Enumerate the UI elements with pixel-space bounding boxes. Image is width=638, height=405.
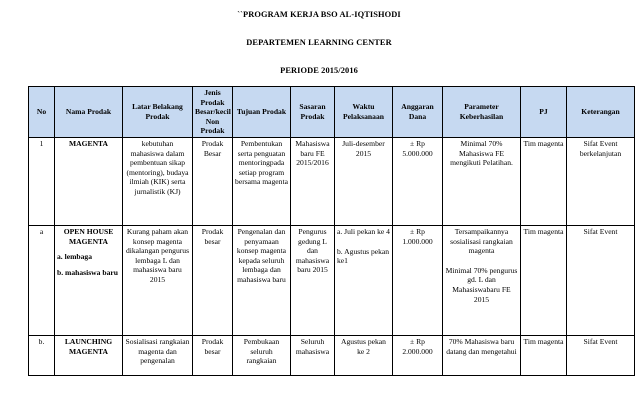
cell-anggaran: ± Rp 5.000.000 <box>393 137 443 225</box>
header-anggaran: Anggaran Dana <box>393 87 443 138</box>
cell-latar: Sosialisasi rangkaian magenta dan pengenalan <box>123 335 193 375</box>
cell-parameter: 70% Mahasiswa baru datang dan mengetahui <box>443 335 521 375</box>
document-title: ``PROGRAM KERJA BSO AL-IQTISHODI <box>237 10 401 19</box>
cell-jenis: Prodak besar <box>193 225 233 335</box>
cell-no: b. <box>29 335 55 375</box>
document-subtitle: DEPARTEMEN LEARNING CENTER <box>246 38 392 47</box>
cell-waktu: Agustus pekan ke 2 <box>335 335 393 375</box>
cell-nama-sub-lembaga: a. lembaga <box>57 252 93 262</box>
cell-nama <box>55 225 123 335</box>
header-latar: Latar Belakang Prodak <box>123 87 193 138</box>
header-keterangan: Keterangan <box>567 87 635 138</box>
header-nama: Nama Prodak <box>55 87 123 138</box>
cell-sasaran: Pengurus gedung L dan mahasiswa baru 2015 <box>291 225 335 335</box>
cell-pj: Tim magenta <box>521 137 567 225</box>
cell-anggaran: ± Rp 1.000.000 <box>393 225 443 335</box>
table-row <box>29 225 635 335</box>
cell-parameter-a: Tersampaikannya sosialisasi rangkaian magenta <box>450 226 513 256</box>
cell-no: 1 <box>29 137 55 225</box>
cell-anggaran: ± Rp 2.000.000 <box>393 335 443 375</box>
document-period: PERIODE 2015/2016 <box>280 66 358 75</box>
cell-tujuan: Pengenalan dan penyamaan konsep magenta kepada seluruh lembaga dan mahasiswa baru <box>233 225 291 335</box>
cell-jenis: Prodak Besar <box>193 137 233 225</box>
cell-jenis: Prodak besar <box>193 335 233 375</box>
cell-no: a <box>29 225 55 335</box>
header-parameter: Parameter Keberhasilan <box>443 87 521 138</box>
cell-tujuan: Pembukaan seluruh rangkaian <box>233 335 291 375</box>
table-row <box>29 137 635 225</box>
cell-parameter-b: Minimal 70% pengurus gd. L dan Mahasiswabaru FE 2015 <box>445 265 518 304</box>
cell-waktu: Juli-desember 2015 <box>335 137 393 225</box>
cell-sasaran: Mahasiswa baru FE 2015/2016 <box>291 137 335 225</box>
program-table <box>28 86 635 376</box>
cell-keterangan: Sifat Event berkelanjutan <box>567 137 635 225</box>
header-pj: PJ <box>521 87 567 138</box>
cell-waktu-b: b. Agustus pekan ke1 <box>337 246 390 266</box>
cell-parameter-spacer <box>445 256 518 266</box>
cell-parameter: Minimal 70% Mahasiswa FE mengikuti Pelatihan. <box>443 137 521 225</box>
cell-nama-title: OPEN HOUSE MAGENTA <box>63 226 114 246</box>
cell-latar: kebutuhan mahasiswa dalam pembentuan sikap (mentoring), budaya ilmiah (KIK) serta jurnalistik (KJ) <box>123 137 193 225</box>
header-sasaran: Sasaran Prodak <box>291 87 335 138</box>
cell-tujuan: Pembentukan serta penguatan mentoringpada setiap program bersama magenta <box>233 137 291 225</box>
cell-waktu <box>335 225 393 335</box>
cell-waktu-a: a. Juli pekan ke 4 <box>337 226 390 236</box>
cell-sasaran: Seluruh mahasiswa <box>291 335 335 375</box>
table-row <box>29 335 635 375</box>
cell-pj: Tim magenta <box>521 225 567 335</box>
cell-pj: Tim magenta <box>521 335 567 375</box>
header-no: No <box>29 87 55 138</box>
cell-keterangan: Sifat Event <box>567 225 635 335</box>
cell-nama: MAGENTA <box>55 137 123 225</box>
header-tujuan: Tujuan Prodak <box>233 87 291 138</box>
header-jenis: Jenis Prodak Besar/kecil Non Prodak <box>193 87 233 138</box>
cell-nama-sub-mahasiswa: b. mahasiswa baru <box>57 267 118 277</box>
cell-latar: Kurang paham akan konsep magenta dikalangan pengurus lembaga L dan mahasiswa baru 2015 <box>123 225 193 335</box>
cell-nama: LAUNCHING MAGENTA <box>55 335 123 375</box>
cell-keterangan: Sifat Event <box>567 335 635 375</box>
cell-parameter <box>443 225 521 335</box>
table-header-row <box>29 87 635 138</box>
header-waktu: Waktu Pelaksanaan <box>335 87 393 138</box>
